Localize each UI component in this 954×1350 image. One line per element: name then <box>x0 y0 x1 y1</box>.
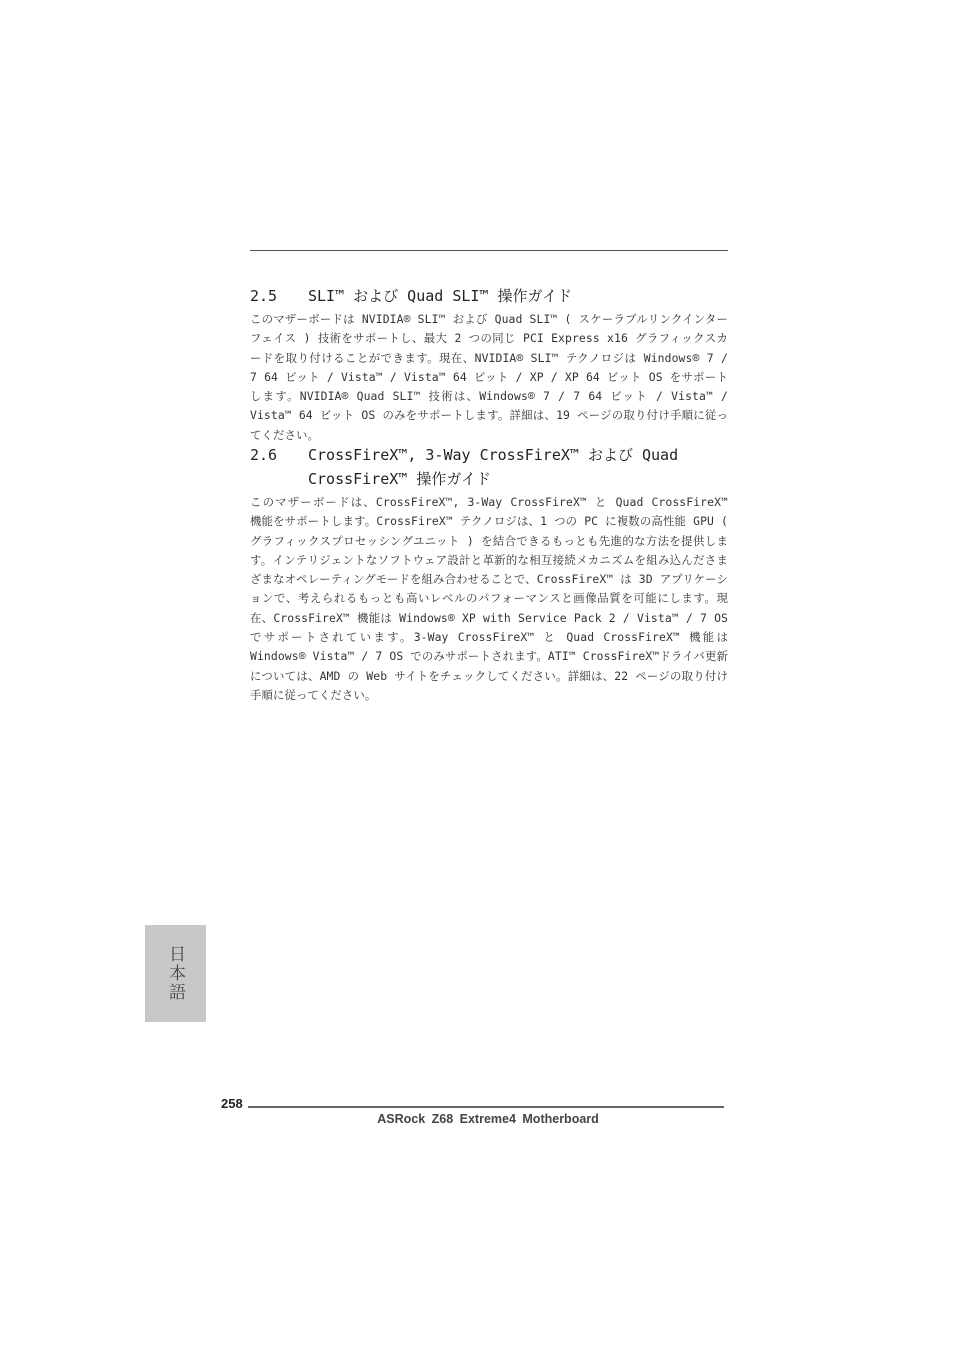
language-tab-label: 日本語 <box>165 945 185 1002</box>
section-number: 2.5 <box>250 287 278 305</box>
section-body: このマザーボードは、CrossFireX™, 3-Way CrossFireX™ と Quad CrossFireX™ 機能をサポートします。CrossFireX™ テクノロジは、1 つの PC に複数の高性能 GPU ( グラフィックスプロセッシングユニット ) を結合できるもっとも先進的な方法を提供します。インテリジェントなソフトウェア設計と革新的な相互接続メカニズムを組み込んださまざまなオペレーティングモードを組み合わせることで、CrossFireX™ は 3D アプリケーションで、考えられるもっとも高いレベルのパフォーマンスと画像品質を可能にします。現在、CrossFireX™ 機能は Windows® XP with Service Pack 2 / Vista™ / 7 OS でサポートされています。3-Way CrossFireX™ と Quad CrossFireX™ 機能は Windows® Vista™ / 7 OS でのみサポートされます。ATI™ CrossFireX™ドライバ更新については、AMD の Web サイトをチェックしてください。詳細は、22 ページの取り付け手順に従ってください。 <box>250 495 728 702</box>
section-heading <box>250 443 728 491</box>
top-divider <box>250 250 728 251</box>
language-tab <box>145 925 206 1022</box>
section-crossfirex <box>250 443 728 705</box>
section-title: CrossFireX™, 3-Way CrossFireX™ および Quad CrossFireX™ 操作ガイド <box>308 446 679 488</box>
section-number: 2.6 <box>250 446 278 464</box>
section-title: SLI™ および Quad SLI™ 操作ガイド <box>308 287 573 305</box>
footer-divider <box>248 1106 724 1108</box>
page-number: 258 <box>221 1096 243 1111</box>
footer-product-name: ASRock Z68 Extreme4 Motherboard <box>377 1112 599 1126</box>
section-body: このマザーボードは NVIDIA® SLI™ および Quad SLI™ ( スケーラブルリンクインターフェイス ) 技術をサポートし、最大 2 つの同じ PCI Express x16 グラフィックスカードを取り付けることができます。現在、NVIDIA® SLI™ テクノロジは Windows® 7 / 7 64 ビット / Vista™ / Vista™ 64 ビット / XP / XP 64 ビット OS をサポートします。NVIDIA® Quad SLI™ 技術は、Windows® 7 / 7 64 ビット / Vista™ / Vista™ 64 ビット OS のみをサポートします。詳細は、19 ページの取り付け手順に従ってください。 <box>250 312 728 442</box>
section-sli <box>250 284 728 445</box>
section-heading <box>250 284 728 308</box>
